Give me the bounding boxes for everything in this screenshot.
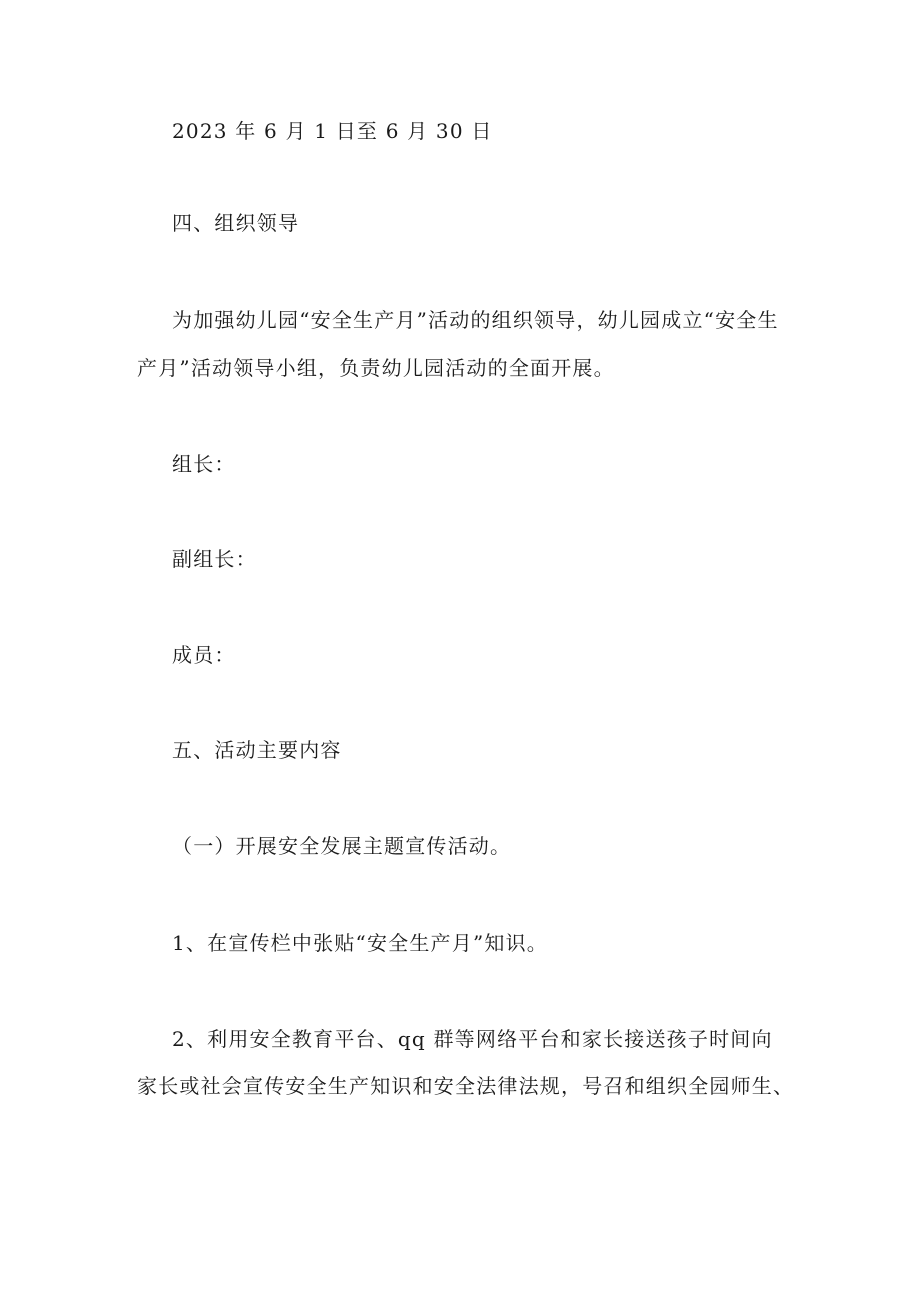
deputy-leader-label: 副组长： (172, 547, 257, 571)
list-item: 1、在宣传栏中张贴“安全生产月”知识。 (172, 931, 548, 955)
section-heading-activities: 五、活动主要内容 (172, 738, 342, 762)
section-heading-organization: 四、组织领导 (172, 211, 300, 235)
members-label: 成员： (172, 643, 236, 667)
paragraph-line: 产月”活动领导小组，负责幼儿园活动的全面开展。 (137, 356, 615, 380)
leader-label: 组长： (172, 452, 236, 476)
subsection-heading: （一）开展安全发展主题宣传活动。 (172, 834, 512, 858)
date-range-text: 2023 年 6 月 1 日至 6 月 30 日 (172, 119, 493, 143)
list-item: 2、利用安全教育平台、qq 群等网络平台和家长接送孩子时间向 (172, 1027, 773, 1051)
list-item-continuation: 家长或社会宣传安全生产知识和安全法律法规，号召和组织全园师生、 (137, 1074, 795, 1098)
paragraph-line: 为加强幼儿园“安全生产月”活动的组织领导，幼儿园成立“安全生 (172, 308, 779, 332)
